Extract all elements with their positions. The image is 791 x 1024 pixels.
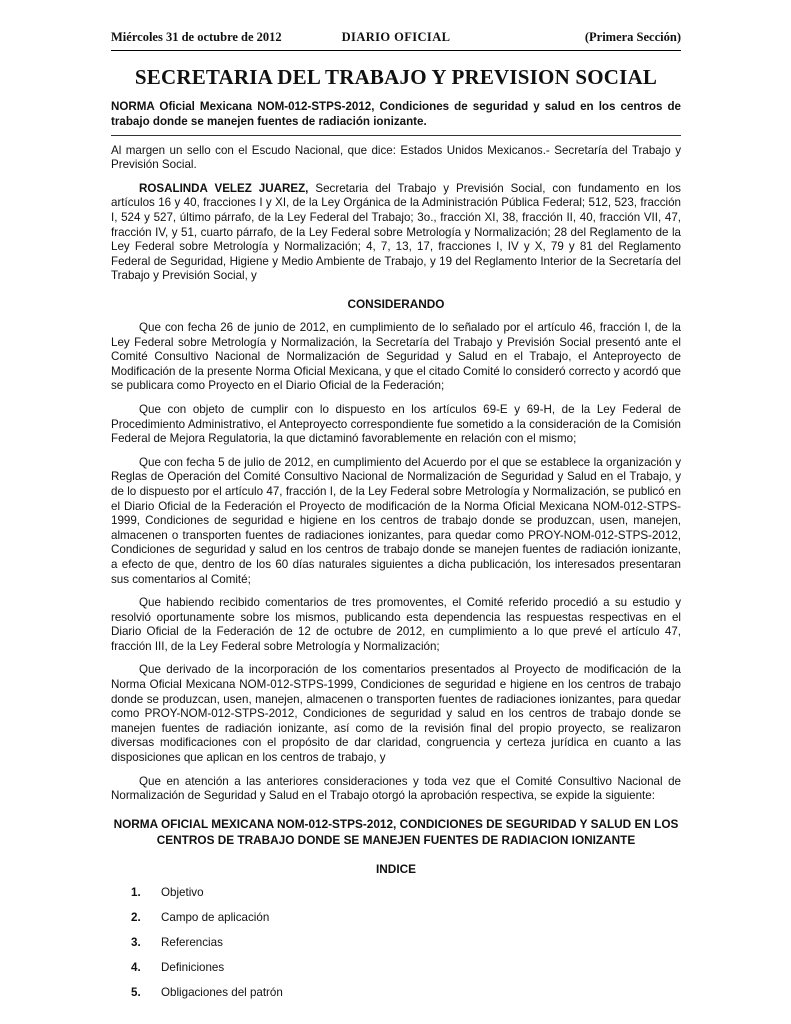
page-title: SECRETARIA DEL TRABAJO Y PREVISION SOCIAL: [134, 65, 658, 89]
margin-seal-note: Al margen un sello con el Escudo Nacional, que dice: Estados Unidos Mexicanos.- Secretaría del Trabajo y Previsión Social.: [111, 143, 681, 172]
norma-summary: NORMA Oficial Mexicana NOM-012-STPS-2012, Condiciones de seguridad y salud en los centros de trabajo donde se manejen fuentes de radiación ionizante.: [111, 100, 681, 128]
considerando-paragraph-2: Que con objeto de cumplir con lo dispuesto en los artículos 69-E y 69-H, de la Ley Federal de Procedimiento Administrativo, el Anteproyecto correspondiente fue sometido a la consideración de la Comisión Federal de Mejora Regulatoria, la que dictaminó favorablemente en relación con el mismo;: [111, 402, 681, 446]
index-item-label: Definiciones: [161, 960, 225, 974]
intro-paragraph: [111, 182, 681, 284]
index-item-number: 2.: [131, 910, 141, 924]
considerando-heading: CONSIDERANDO: [347, 297, 445, 311]
index-item-label: Obligaciones del patrón: [161, 985, 283, 999]
signatory-name: ROSALINDA VELEZ JUAREZ,: [139, 181, 309, 195]
index-item-number: 3.: [131, 935, 141, 949]
index-item-label: Objetivo: [161, 885, 204, 899]
index-item: [131, 911, 681, 924]
considerando-paragraph-1: Que con fecha 26 de junio de 2012, en cumplimiento de lo señalado por el artículo 46, fracción I, de la Ley Federal sobre Metrología y Normalización, la Secretaría del Trabajo y Previsión Social presentó ante el Comité Consultivo Nacional de Normalización de Seguridad y Salud en el Trabajo, el Anteproyecto de Modificación de la presente Norma Oficial Mexicana, y que el citado Comité lo consideró correcto y acordó que se publicara como Proyecto en el Diario Oficial de la Federación;: [111, 321, 681, 393]
header-date: Miércoles 31 de octubre de 2012: [111, 30, 282, 44]
index-item: [131, 961, 681, 974]
intro-text: Secretaria del Trabajo y Previsión Social, con fundamento en los artículos 16 y 40, fracciones I y XI, de la Ley Orgánica de la Administración Pública Federal; 512, 523, fracción I, 524 y 527, último párrafo, de la Ley Federal del Trabajo; 3o., fracción XI, 38, fracción II, 40, fracción VII, 47, fracción IV, y 51, cuarto párrafo, de la Ley Federal sobre Metrología y Normalización; 28 del Reglamento de la Ley Federal sobre Metrología y Normalización; 4, 7, 13, 17, fracciones I, IV y X, 79 y 81 del Reglamento Federal de Seguridad, Higiene y Medio Ambiente de Trabajo, y 19 del Reglamento Interior de la Secretaría del Trabajo y Previsión Social, y: [111, 181, 681, 283]
summary-divider: [111, 135, 681, 136]
index-item: [131, 986, 681, 999]
header-section: (Primera Sección): [584, 30, 681, 44]
index-item-number: 5.: [131, 985, 141, 999]
norma-title: NORMA OFICIAL MEXICANA NOM-012-STPS-2012, CONDICIONES DE SEGURIDAD Y SALUD EN LOS CENTROS DE TRABAJO DONDE SE MANEJEN FUENTES DE RADIACION IONIZANTE: [113, 816, 679, 847]
header-publication: DIARIO OFICIAL: [341, 30, 451, 44]
index-item-label: Campo de aplicación: [161, 910, 270, 924]
index-list: [111, 886, 681, 999]
considerando-paragraph-4: Que habiendo recibido comentarios de tres promoventes, el Comité referido procedió a su estudio y resolvió oportunamente sobre los mismos, publicando esta dependencia las respuestas respectivas en el Diario Oficial de la Federación de 12 de octubre de 2012, en cumplimiento a lo que prevé el artículo 47, fracción III, de la Ley Federal sobre Metrología y Normalización;: [111, 596, 681, 653]
index-item: [131, 936, 681, 949]
considerando-paragraph-5: Que derivado de la incorporación de los comentarios presentados al Proyecto de modificación de la Norma Oficial Mexicana NOM-012-STPS-1999, Condiciones de seguridad e higiene en los centros de trabajo donde se produzcan, usen, manejen, almacenen o transporten fuentes de radiaciones ionizantes, para quedar como PROY-NOM-012-STPS-2012, Condiciones de seguridad y salud en los centros de trabajo donde se manejen fuentes de radiación ionizante, así como de la revisión final del propio proyecto, se realizaron diversas modificaciones con el propósito de dar claridad, congruencia y certeza jurídica en cuanto a las disposiciones que aplican en los centros de trabajo, y: [111, 663, 681, 765]
considerando-paragraph-6: Que en atención a las anteriores consideraciones y toda vez que el Comité Consultivo Nacional de Normalización de Seguridad y Salud en el Trabajo otorgó la aprobación respectiva, se expide la siguiente:: [111, 774, 681, 803]
index-item-number: 1.: [131, 885, 141, 899]
considerando-paragraph-3: Que con fecha 5 de julio de 2012, en cumplimiento del Acuerdo por el que se establece la organización y Reglas de Operación del Comité Consultivo Nacional de Normalización de Seguridad y Salud en el Trabajo, y de lo dispuesto por el artículo 47, fracción I, de la Ley Federal sobre Metrología y Normalización, se publicó en el Diario Oficial de la Federación el Proyecto de modificación de la Norma Oficial Mexicana NOM-012-STPS-1999, Condiciones de seguridad e higiene en los centros de trabajo donde se produzcan, usen, manejen, almacenen o transporten fuentes de radiaciones ionizantes, para quedar como PROY-NOM-012-STPS-2012, Condiciones de seguridad y salud en los centros de trabajo donde se manejen fuentes de radiación ionizante, a efecto de que, dentro de los 60 días naturales siguientes a dicha publicación, los interesados presentaran sus comentarios al Comité;: [111, 455, 681, 586]
page-header: [111, 30, 681, 51]
index-item: [131, 886, 681, 899]
index-item-number: 4.: [131, 960, 141, 974]
index-item-label: Referencias: [161, 935, 223, 949]
indice-heading: INDICE: [376, 861, 416, 876]
